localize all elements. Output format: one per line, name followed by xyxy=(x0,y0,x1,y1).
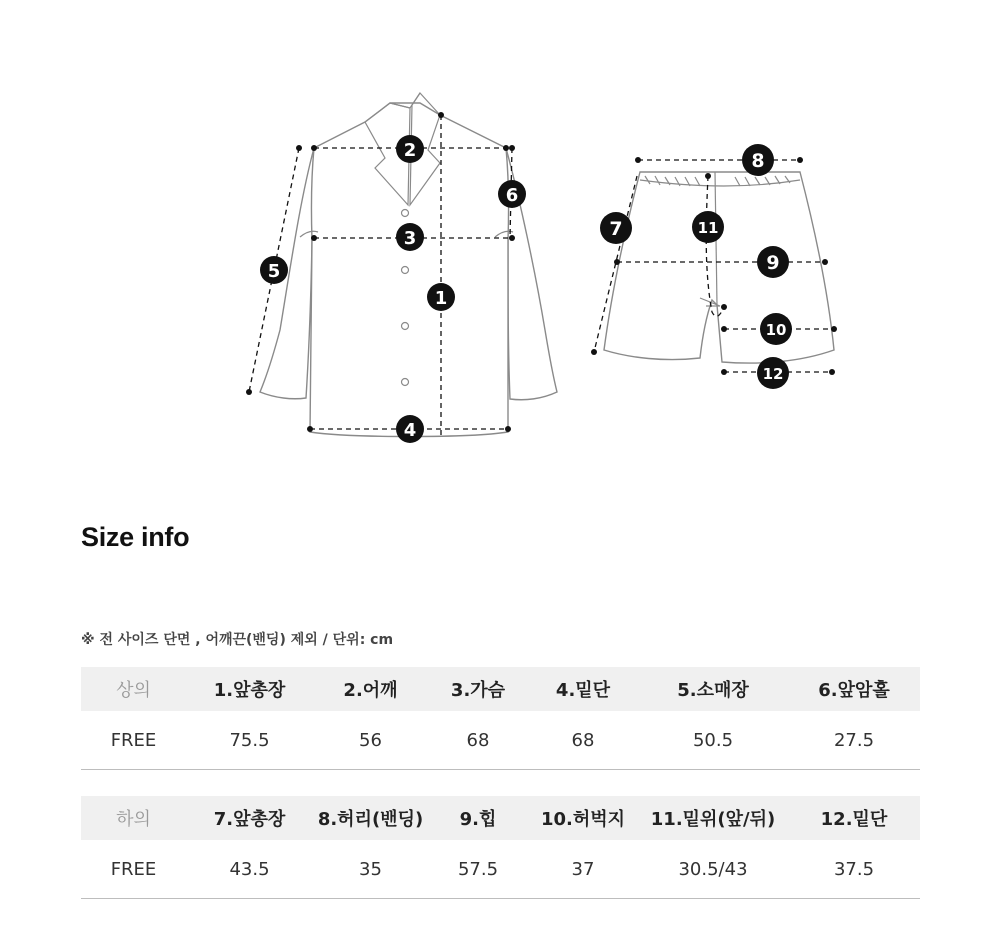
value-cell: 37 xyxy=(571,858,595,880)
value-cell: 68 xyxy=(466,729,490,751)
svg-text:1: 1 xyxy=(434,288,448,309)
marker-1 xyxy=(427,283,455,311)
svg-text:11: 11 xyxy=(697,219,719,237)
value-cell: 56 xyxy=(359,729,382,751)
table-header-row xyxy=(81,796,920,840)
marker-6 xyxy=(498,180,526,208)
header-cell: 4.밑단 xyxy=(555,680,611,701)
header-cell: 1.앞총장 xyxy=(213,680,286,701)
header-cell: 10.허벅지 xyxy=(540,809,626,830)
value-cell: 30.5/43 xyxy=(678,858,748,880)
marker-2 xyxy=(396,135,424,163)
header-cell: 3.가슴 xyxy=(450,680,506,701)
header-cell: 상의 xyxy=(116,680,151,701)
marker-7 xyxy=(600,212,632,244)
svg-text:6: 6 xyxy=(505,185,519,206)
header-cell: 8.허리(밴딩) xyxy=(317,809,424,830)
svg-text:7: 7 xyxy=(609,218,623,240)
header-cell: 6.앞암홀 xyxy=(818,680,890,701)
header-cell: 5.소매장 xyxy=(677,680,749,701)
svg-text:12: 12 xyxy=(762,365,784,383)
value-cell: FREE xyxy=(110,729,157,751)
svg-text:10: 10 xyxy=(765,321,787,339)
header-cell: 11.밑위(앞/뒤) xyxy=(650,809,776,830)
marker-11 xyxy=(692,211,724,243)
value-cell: 27.5 xyxy=(833,729,875,751)
svg-text:3: 3 xyxy=(403,228,417,249)
header-cell: 12.밑단 xyxy=(820,809,888,830)
top-size-table xyxy=(81,667,920,770)
bottom-size-table xyxy=(81,796,920,899)
header-cell: 2.어깨 xyxy=(343,680,398,701)
marker-3 xyxy=(396,223,424,251)
table-row xyxy=(81,840,920,899)
value-cell: 75.5 xyxy=(229,729,270,751)
marker-9 xyxy=(757,246,789,278)
page-title: Size info xyxy=(81,522,190,552)
svg-text:9: 9 xyxy=(766,252,780,274)
value-cell: FREE xyxy=(110,858,157,880)
marker-8 xyxy=(742,144,774,176)
svg-text:2: 2 xyxy=(403,140,417,161)
value-cell: 68 xyxy=(571,729,595,751)
shorts-illustration xyxy=(591,157,837,375)
unit-note: ※ 전 사이즈 단면 , 어깨끈(밴딩) 제외 / 단위: cm xyxy=(81,632,394,648)
header-cell: 9.힙 xyxy=(459,809,497,830)
header-cell: 7.앞총장 xyxy=(213,809,286,830)
header-cell: 하의 xyxy=(116,809,151,830)
svg-text:5: 5 xyxy=(267,261,281,282)
value-cell: 50.5 xyxy=(692,729,734,751)
marker-5 xyxy=(260,256,288,284)
value-cell: 35 xyxy=(359,858,382,880)
value-cell: 37.5 xyxy=(833,858,875,880)
marker-12 xyxy=(757,357,789,389)
svg-text:4: 4 xyxy=(403,420,417,441)
marker-4 xyxy=(396,415,424,443)
value-cell: 43.5 xyxy=(229,858,270,880)
value-cell: 57.5 xyxy=(457,858,499,880)
table-row xyxy=(81,711,920,770)
svg-text:8: 8 xyxy=(751,150,765,172)
table-header-row xyxy=(81,667,920,711)
marker-10 xyxy=(760,313,792,345)
